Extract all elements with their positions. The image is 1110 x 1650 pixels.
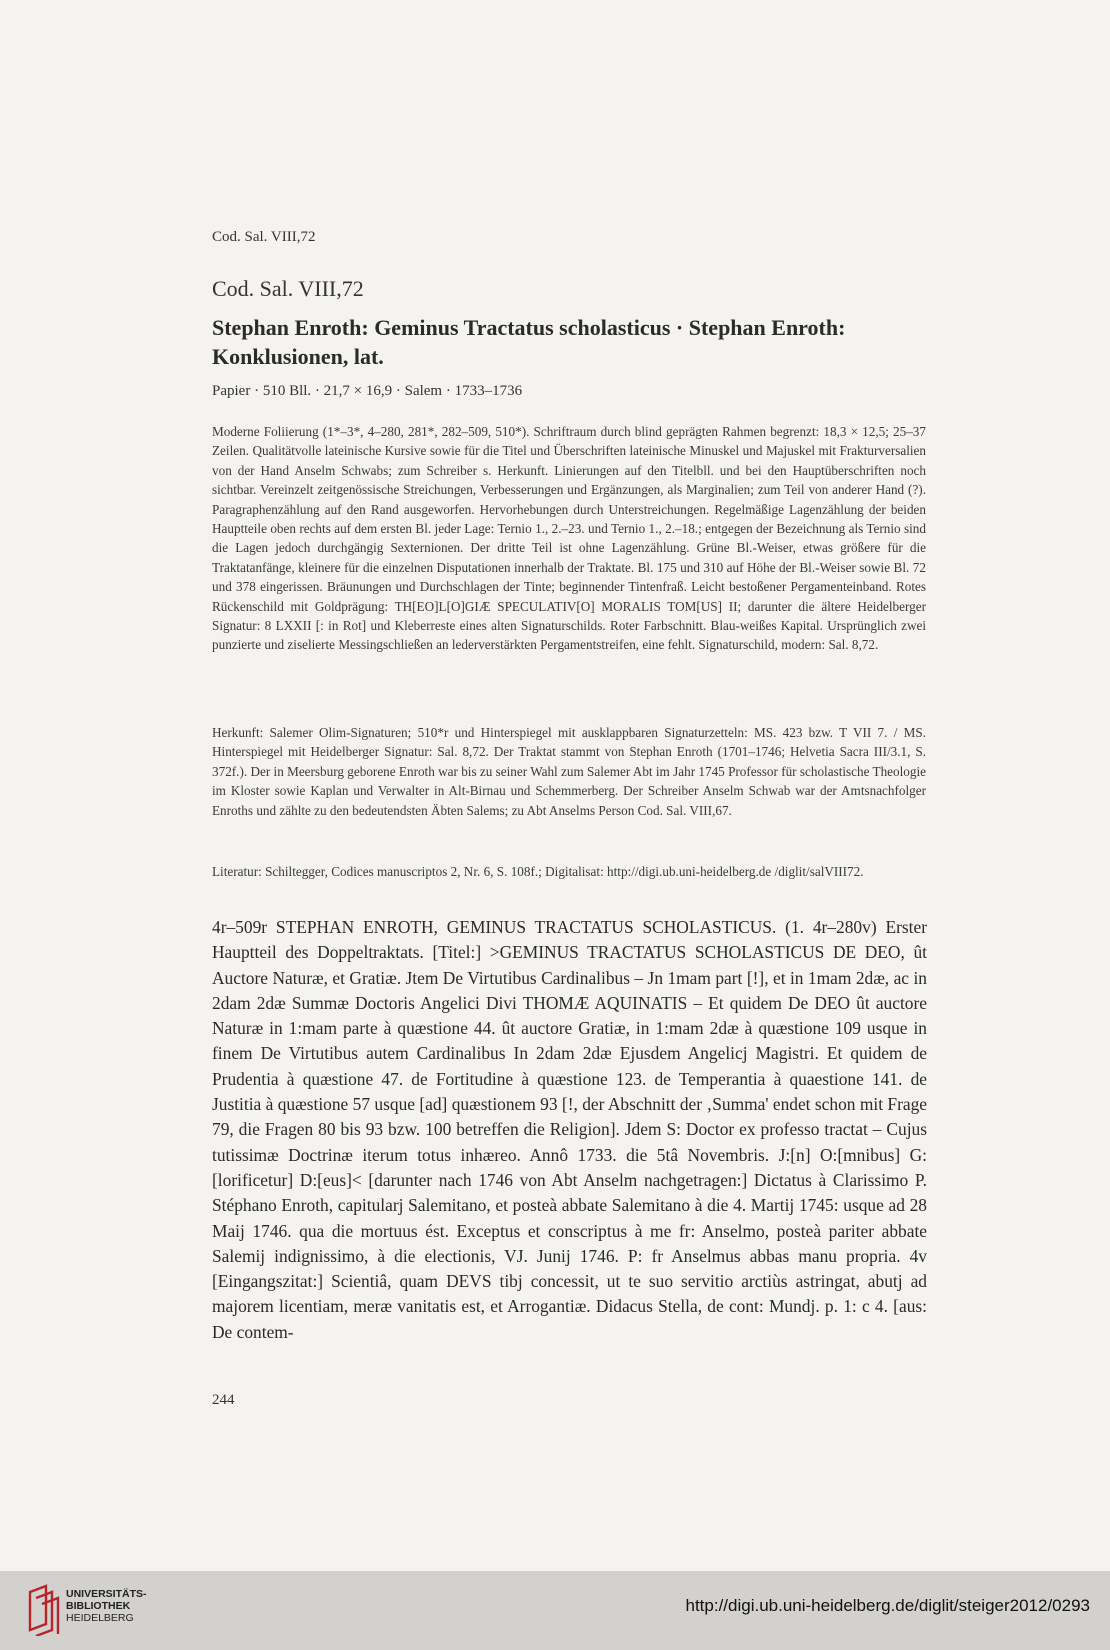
provenance-paragraph: Herkunft: Salemer Olim-Signaturen; 510*r und Hinterspiegel mit ausklappbaren Signaturzetteln: MS. 423 bzw. T VII 7. / MS. Hinterspiegel mit Heidelberger Signatur: Sal. 8,72. Der Traktat stammt von Stephan Enroth (1701–1746; Helvetia Sacra III/3.1, S. 372f.). Der in Meersburg geborene Enroth war bis zu seiner Wahl zum Salemer Abt im Jahr 1745 Professor für scholastische Theologie im Kloster sowie Kaplan und Verwalter in Alt-Birnau und Schemmerberg. Der Schreiber Anselm Schwab war der Amtsnachfolger Enroths und zählte zu den bedeutendsten Äbten Salems; zu Abt Anselms Person Cod. Sal. VIII,67. xyxy=(212,725,926,818)
library-logo-icon xyxy=(26,1582,60,1636)
source-url-link[interactable]: http://digi.ub.uni-heidelberg.de/diglit/steiger2012/0293 xyxy=(685,1596,1090,1615)
contents-description: 4r–509r STEPHAN ENROTH, GEMINUS TRACTATUS SCHOLASTICUS. (1. 4r–280v) Erster Hauptteil des Doppeltraktats. [Titel:] >GEMINUS TRACTATUS SCHOLASTICUS DE DEO, ût Auctore Naturæ, et Gratiæ. Jtem De Virtutibus Cardinalibus – Jn 1mam part [!], et in 1mam 2dæ, ac in 2dam 2dæ Summæ Doctoris Angelici Divi THOMÆ AQUINATIS – Et quidem De DEO ût auctore Naturæ in 1:mam parte à quæstione 44. ût auctore Gratiæ, in 1:mam 2dæ à quæstione 109 usque in finem De Virtutibus autem Cardinalibus In 2dam 2dæ Ejusdem Angelicj Magistri. Et quidem de Prudentia à quæstione 47. de Fortitudine à quæstione 123. de Temperantia à quaestione 141. de Justitia à quæstione 57 usque [ad] quæstionem 93 [!, der Abschnitt der ‚Summa' endet schon mit Frage 79, die Fragen 80 bis 93 bzw. 100 betreffen die Religion]. Jdem S: Doctor ex professo tractat – Cujus tutissimæ Doctrinæ iterum totus inhæreo. Annô 1733. die 5tâ Novembris. J:[n] O:[mnibus] G:[lorificetur] D:[eus]< [darunter nach 1746 von Abt Anselm nachgetragen:] Dictatus à Clarissimo P. Stéphano Enroth, capitularj Salemitano, et posteà abbate Salemitano à die 4. Martij 1745: usque ad 28 Maij 1746. qua die mortuus ést. Exceptus et conscriptus à me fr: Anselmo, posteà pariter abbate Salemij indignissimo, à die electionis, VJ. Junij 1746. P: fr Anselmus abbas manu propria. 4v [Eingangszitat:] Scientiâ, quam DEVS tibj concessit, ut te suo servitio arctiùs astringat, abutj ad majorem licentiam, meræ vanitatis est, et Arrogantiæ. Didacus Stella, de cont: Mundj. p. 1: c 4. [aus: De contem- xyxy=(212,917,927,1342)
library-name xyxy=(66,1588,147,1624)
footer-bar xyxy=(0,1571,1110,1650)
page-number: 244 xyxy=(212,1392,235,1408)
codicological-description: Moderne Foliierung (1*–3*, 4–280, 281*, 282–509, 510*). Schriftraum durch blind geprägten Rahmen begrenzt: 18,3 × 12,5; 25–37 Zeilen. Qualitätvolle lateinische Kursive sowie für die Titel und Überschriften lateinische Minuskel und Majuskel mit Frakturversalien von der Hand Anselm Schwabs; zum Schreiber s. Herkunft. Linierungen auf den Titelbll. und bei den Hauptüberschriften noch sichtbar. Vereinzelt zeitgenössische Streichungen, Verbesserungen und Ergänzungen, als Marginalien; zum Teil von anderer Hand (?). Paragraphenzählung auf den Rand ausgeworfen. Hervorhebungen durch Unterstreichungen. Regelmäßige Lagenzählung der beiden Hauptteile oben rechts auf dem ersten Bl. jeder Lage: Ternio 1., 2.–23. und Ternio 1., 2.–18.; entgegen der Bezeichnung als Ternio sind die Lagen jedoch durchgängig Sexternionen. Der dritte Teil ist ohne Lagenzählung. Grüne Bl.-Weiser, etwas größere für die Traktatanfänge, kleinere für die einzelnen Disputationen innerhalb der Traktate. Bl. 175 und 310 auf Höhe der Bl.-Weiser sowie Bl. 72 und 378 eingerissen. Bräunungen und Durchschlagen der Tinte; beginnender Tintenfraß. Leicht bestoßener Pergamenteinband. Rotes Rückenschild mit Goldprägung: TH[EO]L[O]GIÆ SPECULATIV[O] MORALIS TOM[US] II; darunter die ältere Heidelberger Signatur: 8 LXXII [: in Rot] und Kleberreste eines alten Signaturschilds. Roter Farbschnitt. Blau-weißes Kapital. Ursprünglich zwei punzierte und ziselierte Messingschließen an lederverstärkten Pergamentstreifen, eine fehlt. Signaturschild, modern: Sal. 8,72. xyxy=(212,424,926,653)
physical-specs: Papier · 510 Bll. · 21,7 × 16,9 · Salem · 1733–1736 xyxy=(212,383,523,399)
shelfmark-heading: Cod. Sal. VIII,72 xyxy=(212,276,364,301)
running-head: Cod. Sal. VIII,72 xyxy=(212,229,316,245)
library-name-line3: HEIDELBERG xyxy=(66,1612,134,1624)
manuscript-title: Stephan Enroth: Geminus Tractatus scholasticus · Stephan Enroth: Konklusionen, lat. xyxy=(212,315,846,369)
library-name-line1: UNIVERSITÄTS- xyxy=(66,1588,147,1600)
library-name-line2: BIBLIOTHEK xyxy=(66,1600,131,1612)
literature-paragraph: Literatur: Schiltegger, Codices manuscriptos 2, Nr. 6, S. 108f.; Digitalisat: http://digi.ub.uni-heidelberg.de /diglit/salVIII72. xyxy=(212,864,864,879)
